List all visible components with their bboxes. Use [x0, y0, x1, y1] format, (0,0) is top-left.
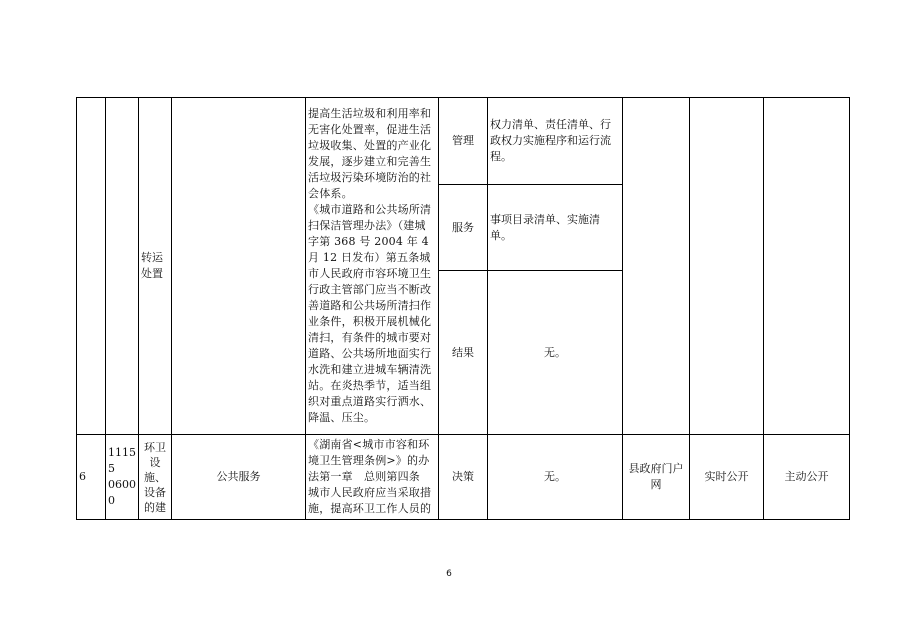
stage-label-cell	[439, 185, 488, 271]
stage-content: 权力清单、责任清单、行政权力实施程序和运行流程。	[490, 118, 611, 163]
timing-text: 实时公开	[704, 470, 749, 483]
channel-text: 县政府门户 网	[628, 462, 684, 491]
stage-content: 无。	[544, 470, 566, 483]
code-cell	[106, 98, 139, 435]
index-cell	[77, 98, 106, 435]
disclosure-table	[76, 97, 850, 520]
page-number: 6	[446, 569, 452, 579]
category-text: 转运 处置	[141, 251, 163, 280]
stage-content-cell	[488, 185, 623, 271]
channel-cell	[623, 98, 690, 435]
code-cell	[106, 435, 139, 520]
stage-content-cell	[488, 435, 623, 520]
timing-cell	[690, 435, 764, 520]
stage-label-cell	[439, 271, 488, 435]
stage-label-cell	[439, 98, 488, 185]
basis-cell	[306, 435, 439, 520]
category-cell	[139, 98, 172, 435]
stage-label-cell	[439, 435, 488, 520]
stage-content-cell	[488, 271, 623, 435]
basis-cell	[306, 98, 439, 435]
basis-text: 提高生活垃圾和利用率和无害化处置率，促进生活垃圾收集、处置的产业化发展，逐步建立和完善生活垃圾污染环境防治的社会体系。 《城市道路和公共场所清扫保洁管理办法》（建城字第 368 号 2004 年 4 月 12 日发布）第五条城市人民政府市容环境卫生行政主管部门应当不断改善道路和公共场所清扫作业条件，积极开展机械化清扫，有条件的城市要对道路、公共场所地面实行水洗和建立进城车辆清洗站。在炎热季节，适当组织对重点道路实行洒水、降温、压尘。	[308, 107, 432, 424]
channel-cell	[623, 435, 690, 520]
stage-label: 决策	[452, 470, 474, 483]
stage-content-cell	[488, 98, 623, 185]
row-code: 11155 06000	[108, 446, 136, 507]
method-cell	[764, 98, 850, 435]
stage-label: 管理	[452, 134, 474, 147]
category-cell	[139, 435, 172, 520]
category-text: 环卫 设 施、 设备 的建	[144, 440, 166, 514]
service-type-cell	[172, 435, 306, 520]
basis-text: 《湖南省<城市市容和环境卫生管理条例>》的办法第一章 总则第四条 城市人民政府应当采取措施，提高环卫工作人员的	[308, 438, 432, 515]
stage-label: 结果	[452, 345, 474, 359]
method-cell	[764, 435, 850, 520]
timing-cell	[690, 98, 764, 435]
stage-content: 无。	[544, 345, 566, 359]
service-type: 公共服务	[216, 470, 261, 483]
index-cell	[77, 435, 106, 520]
table-row	[77, 435, 850, 520]
service-type-cell	[172, 98, 306, 435]
stage-content: 事项目录清单、实施清单。	[490, 212, 600, 242]
table-row	[77, 98, 850, 185]
row-index: 6	[79, 470, 86, 483]
method-text: 主动公开	[784, 470, 829, 483]
stage-label: 服务	[452, 220, 474, 234]
